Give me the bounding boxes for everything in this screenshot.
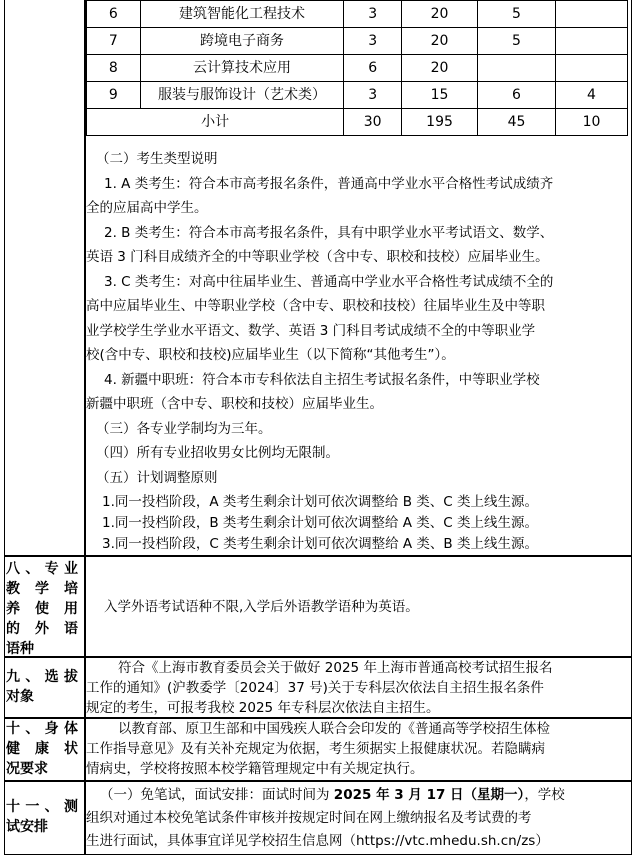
label-line: 语种: [6, 641, 34, 657]
label-line: 十、身体: [6, 721, 78, 737]
total-value: 195: [402, 109, 478, 136]
value-cell: 3: [344, 82, 402, 109]
total-value: 30: [344, 109, 402, 136]
text-line: （二）考生类型说明: [96, 151, 218, 167]
section-10-text: [86, 719, 624, 779]
major-name: 建筑智能化工程技术: [140, 1, 344, 28]
text-line: 3.同一投档阶段，C 类考生剩余计划可依次调整给 A 类、B 类上线生源。: [102, 536, 538, 552]
text-segment: （一）免笔试，面试安排：面试时间为: [100, 787, 334, 803]
value-cell: 20: [402, 1, 478, 28]
row-number: 8: [87, 55, 141, 82]
value-cell: 5: [478, 28, 556, 55]
value-cell: [556, 1, 628, 28]
section-10-label: [6, 719, 78, 779]
text-line: 全的应届高中学生。: [86, 200, 208, 216]
value-cell: 6: [344, 55, 402, 82]
label-line: 十一、测: [6, 799, 78, 815]
text-line: 规定的考生，可报考我校 2025 年专科层次依法自主招生。: [86, 700, 440, 716]
text-line: 组织对通过本校免笔试条件审核并按规定时间在网上缴纳报名及考试费的考: [86, 810, 532, 826]
text-line: 校(含中专、职校和技校)应届毕业生（以下简称“其他考生”）。: [86, 347, 455, 363]
text-line: 新疆中职班（含中专、职校和技校）应届毕业生。: [86, 396, 383, 412]
label-line: 况要求: [6, 761, 48, 777]
label-line: 对象: [6, 689, 34, 705]
major-name: 服装与服饰设计（艺术类）: [140, 82, 344, 109]
label-line: 试安排: [6, 819, 48, 835]
label-line: 健康状: [6, 741, 78, 757]
section-11-text: [86, 784, 624, 853]
label-line: 教学培: [6, 581, 78, 597]
label-line: 的外语: [6, 621, 78, 637]
label-line: 八、专业: [6, 561, 78, 577]
text-line: 英语 3 门科目成绩齐全的中等职业学校（含中专、职校和技校）应届毕业生。: [86, 249, 549, 265]
value-cell: 3: [344, 28, 402, 55]
value-cell: [556, 55, 628, 82]
table-row: [87, 28, 628, 55]
section-8-text: 入学外语考试语种不限,入学后外语教学语种为英语。: [104, 599, 419, 615]
row-number: 6: [87, 1, 141, 28]
value-cell: 5: [478, 1, 556, 28]
text-line: （三）各专业学制均为三年。: [96, 420, 272, 437]
value-cell: 20: [402, 55, 478, 82]
value-cell: 6: [478, 82, 556, 109]
section-9-text: [86, 658, 624, 718]
text-line: 业学校学生学业水平语文、数学、英语 3 门科目考试成绩不全的中等职业学: [86, 322, 536, 339]
table-row: [87, 55, 628, 82]
major-name: 云计算技术应用: [140, 55, 344, 82]
value-cell: [556, 28, 628, 55]
text-line: 1.同一投档阶段，B 类考生剩余计划可依次调整给 A 类、C 类上线生源。: [102, 515, 538, 531]
section-9-label: [6, 667, 78, 707]
table-row: [87, 1, 628, 28]
text-line: 以教育部、原卫生部和中国残疾人联合会印发的《普通高等学校招生体检: [118, 721, 550, 737]
total-value: 10: [556, 109, 628, 136]
value-cell: [478, 55, 556, 82]
text-line: 高中应届毕业生、中等职业学校（含中专、职校和技校）往届毕业生及中等职: [86, 298, 545, 314]
total-label: 小计: [87, 109, 344, 136]
interview-date: 2025 年 3 月 17 日（星期一）: [333, 787, 525, 803]
text-line: 情病史，学校将按照本校学籍管理规定中有关规定执行。: [86, 761, 424, 777]
value-cell: 20: [402, 28, 478, 55]
text-line: 生进行面试，具体事宜详见学校招生信息网（https://vtc.mhedu.sh.cn/zs）: [86, 833, 549, 849]
major-name: 跨境电子商务: [140, 28, 344, 55]
text-line: 3. C 类考生：对高中往届毕业生、普通高中学业水平合格性考试成绩不全的: [104, 273, 554, 290]
label-line: 九、选拔: [6, 669, 78, 685]
text-line: 工作指导意见》及有关补充规定为依据，考生须据实上报健康状况。若隐瞒病: [86, 741, 545, 757]
text-line: （五）计划调整原则: [96, 469, 218, 486]
section-11-label: [6, 797, 78, 837]
text-line: （四）所有专业招收男女比例均无限制。: [96, 445, 339, 461]
row-number: 7: [87, 28, 141, 55]
major-plan-table: [86, 0, 628, 136]
table-total-row: [87, 109, 628, 136]
divider-section-11: [4, 780, 632, 782]
text-line: 符合《上海市教育委员会关于做好 2025 年上海市普通高校考试招生报名: [118, 660, 553, 676]
divider-section-8: [4, 555, 632, 557]
value-cell: 15: [402, 82, 478, 109]
text-line: 1.同一投档阶段，A 类考生剩余计划可依次调整给 B 类、C 类上线生源。: [102, 494, 538, 510]
section-8-label: [6, 559, 78, 659]
total-value: 45: [478, 109, 556, 136]
text-line: 4. 新疆中职班：符合本市专科依法自主招生考试报名条件，中等职业学校: [104, 371, 540, 388]
row-number: 9: [87, 82, 141, 109]
value-cell: 4: [556, 82, 628, 109]
text-line: 工作的通知》(沪教委学〔2024〕37 号)关于专科层次依法自主招生报名条件: [86, 680, 544, 696]
table-row: [87, 82, 628, 109]
text-line: [86, 784, 624, 807]
label-line: 养使用: [6, 601, 78, 617]
text-line: 1. A 类考生：符合本市高考报名条件，普通高中学业水平合格性考试成绩齐: [104, 175, 554, 192]
text-line: 2. B 类考生：符合本市高考报名条件，具有中职学业水平考试语文、数学、: [104, 224, 554, 241]
value-cell: 3: [344, 1, 402, 28]
text-segment: ，学校: [524, 787, 565, 803]
